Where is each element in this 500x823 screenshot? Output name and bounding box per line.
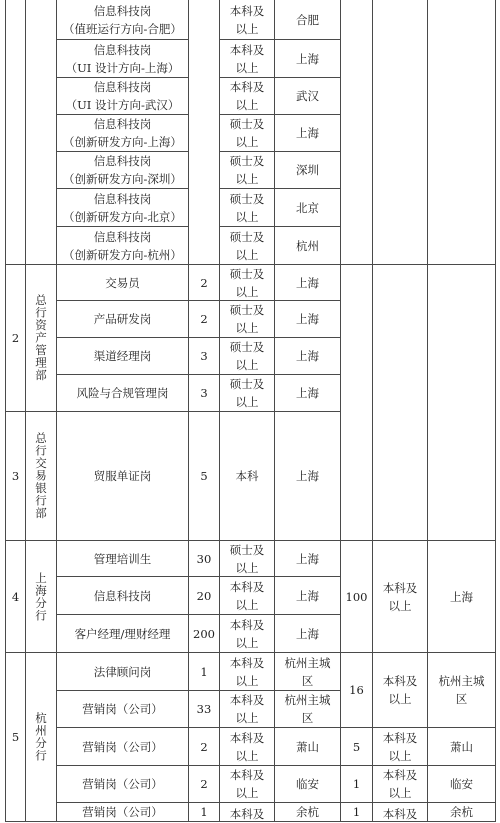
position-cell-text: 信息科技岗 xyxy=(93,588,152,603)
position-cell-text: 渠道经理岗 xyxy=(93,349,152,363)
position-cell-text: 管理培训生 xyxy=(93,551,152,566)
total-education-cell-text: 本科及 以上 xyxy=(382,730,418,763)
location-cell-text: 临安 xyxy=(296,777,319,791)
location-cell xyxy=(274,411,340,540)
location-cell-text: 萧山 xyxy=(296,739,319,754)
total-education-cell xyxy=(372,540,427,652)
position-cell xyxy=(56,727,188,765)
count-cell-text: 2 xyxy=(200,275,208,290)
education-cell xyxy=(219,151,274,188)
location-cell xyxy=(274,765,340,802)
total-location-cell-text: 余杭 xyxy=(450,805,473,819)
count-cell-text: 200 xyxy=(193,626,215,641)
position-cell-text: 交易员 xyxy=(105,275,140,290)
education-cell xyxy=(219,614,274,652)
education-cell xyxy=(219,39,274,77)
education-cell-text: 本科及 以上 xyxy=(229,730,265,763)
location-cell-text: 杭州主城 区 xyxy=(284,693,331,725)
count-cell xyxy=(188,411,219,540)
location-cell xyxy=(274,226,340,264)
position-cell xyxy=(56,264,188,300)
location-cell xyxy=(274,614,340,652)
location-cell xyxy=(274,576,340,614)
total-location-cell-text: 杭州主城 区 xyxy=(438,674,485,706)
department-no-cell xyxy=(5,411,25,540)
total-education-cell xyxy=(372,802,427,822)
education-cell-text: 硕士及 以上 xyxy=(229,154,265,186)
position-cell-text: 营销岗（公司） xyxy=(82,777,163,791)
education-cell-text: 硕士及 以上 xyxy=(229,266,265,299)
position-cell-text: 贸服单证岗 xyxy=(93,469,152,483)
count-cell-text: 30 xyxy=(196,551,212,566)
count-cell xyxy=(188,765,219,802)
position-cell xyxy=(56,614,188,652)
department-name-cell-text: 上海分行 xyxy=(34,571,48,622)
location-cell xyxy=(274,0,340,39)
location-cell-text: 上海 xyxy=(296,626,319,641)
location-cell xyxy=(274,540,340,576)
position-cell-text: 法律顾问岗 xyxy=(93,664,152,679)
total-count-cell-text: 5 xyxy=(352,739,361,754)
education-cell xyxy=(219,0,274,39)
education-cell xyxy=(219,576,274,614)
education-cell xyxy=(219,337,274,374)
location-cell-text: 上海 xyxy=(296,312,319,326)
position-cell-text: 信息科技岗 （创新研发方向-杭州） xyxy=(63,229,182,262)
total-location-cell xyxy=(427,652,496,727)
education-cell xyxy=(219,540,274,576)
education-cell xyxy=(219,264,274,300)
department-no-cell-text: 2 xyxy=(11,331,20,345)
education-cell xyxy=(219,114,274,151)
position-cell-text: 风险与合规管理岗 xyxy=(76,386,169,400)
count-cell xyxy=(188,540,219,576)
count-cell xyxy=(188,300,219,337)
education-cell-text: 本科及 xyxy=(229,807,265,821)
total-location-cell-text: 临安 xyxy=(450,777,473,791)
count-cell xyxy=(188,802,219,822)
count-cell-text: 20 xyxy=(196,588,212,603)
position-cell xyxy=(56,151,188,188)
location-cell-text: 上海 xyxy=(296,469,319,483)
education-cell-text: 本科及 以上 xyxy=(229,42,265,75)
department-name-cell xyxy=(25,411,56,540)
location-cell-text: 上海 xyxy=(296,386,319,400)
position-cell xyxy=(56,690,188,727)
total-education-cell xyxy=(372,652,427,727)
education-cell-text: 硕士及 以上 xyxy=(229,377,265,409)
total-location-cell xyxy=(427,264,496,540)
education-cell-text: 硕士及 以上 xyxy=(229,303,265,335)
total-count-cell xyxy=(340,727,372,765)
department-name-cell-text: 总行交易银行部 xyxy=(34,432,48,520)
count-cell xyxy=(188,337,219,374)
education-cell xyxy=(219,802,274,822)
total-location-cell-text: 上海 xyxy=(450,589,473,604)
position-cell xyxy=(56,765,188,802)
position-cell-text: 信息科技岗 （创新研发方向-北京） xyxy=(63,191,182,224)
total-location-cell xyxy=(427,727,496,765)
total-location-cell xyxy=(427,802,496,822)
total-count-cell xyxy=(340,264,372,540)
total-education-cell xyxy=(372,727,427,765)
department-name-cell-text: 杭州分行 xyxy=(34,712,48,762)
location-cell xyxy=(274,337,340,374)
education-cell xyxy=(219,226,274,264)
count-cell xyxy=(188,374,219,411)
position-cell-text: 信息科技岗 （UI 设计方向-武汉） xyxy=(65,80,180,112)
count-cell-text: 33 xyxy=(196,702,212,716)
total-education-cell-text: 本科及 以上 xyxy=(382,674,418,706)
position-cell xyxy=(56,337,188,374)
position-cell xyxy=(56,540,188,576)
education-cell-text: 本科 xyxy=(235,469,259,483)
total-count-cell xyxy=(340,540,372,652)
position-cell-text: 信息科技岗 （UI 设计方向-上海） xyxy=(65,42,180,75)
education-cell xyxy=(219,188,274,226)
count-cell xyxy=(188,264,219,300)
total-count-cell xyxy=(340,652,372,727)
position-cell-text: 信息科技岗 （创新研发方向-上海） xyxy=(63,117,182,149)
location-cell xyxy=(274,802,340,822)
location-cell xyxy=(274,652,340,690)
position-cell xyxy=(56,802,188,822)
location-cell xyxy=(274,114,340,151)
education-cell-text: 硕士及 以上 xyxy=(229,117,265,149)
total-education-cell-text: 本科及 以上 xyxy=(382,580,418,613)
total-count-cell-text: 1 xyxy=(352,777,361,791)
education-cell-text: 硕士及 以上 xyxy=(229,542,265,575)
location-cell-text: 深圳 xyxy=(296,163,319,177)
position-cell-text: 营销岗（公司） xyxy=(82,805,163,819)
total-location-cell xyxy=(427,765,496,802)
location-cell xyxy=(274,188,340,226)
location-cell xyxy=(274,151,340,188)
education-cell xyxy=(219,411,274,540)
location-cell-text: 上海 xyxy=(296,588,319,603)
total-education-cell-text: 本科及 以上 xyxy=(382,768,418,800)
count-cell-text: 3 xyxy=(200,386,208,400)
position-cell xyxy=(56,652,188,690)
education-cell xyxy=(219,374,274,411)
education-cell-text: 本科及 以上 xyxy=(229,655,265,688)
position-cell-text: 营销岗（公司） xyxy=(82,739,163,754)
department-name-cell xyxy=(25,540,56,652)
count-cell-text: 3 xyxy=(200,349,208,363)
location-cell xyxy=(274,300,340,337)
position-cell-text: 客户经理/理财经理 xyxy=(74,626,171,641)
position-cell-text: 信息科技岗 （创新研发方向-深圳） xyxy=(63,154,182,186)
location-cell-text: 上海 xyxy=(296,275,319,290)
position-cell xyxy=(56,188,188,226)
location-cell-text: 上海 xyxy=(296,551,319,566)
location-cell-text: 上海 xyxy=(296,126,319,140)
education-cell-text: 本科及 以上 xyxy=(229,617,265,650)
education-cell-text: 硕士及 以上 xyxy=(229,229,265,262)
department-name-cell-text: 总行资产管理部 xyxy=(34,294,48,382)
location-cell-text: 余杭 xyxy=(296,805,319,819)
position-cell xyxy=(56,576,188,614)
location-cell xyxy=(274,374,340,411)
position-cell-text: 营销岗（公司） xyxy=(82,702,163,716)
education-cell-text: 本科及 以上 xyxy=(229,80,265,112)
total-education-cell xyxy=(372,264,427,540)
education-cell-text: 本科及 以上 xyxy=(229,3,265,36)
education-cell xyxy=(219,300,274,337)
total-location-cell-text: 萧山 xyxy=(450,739,473,754)
total-count-cell-text: 16 xyxy=(349,683,364,697)
department-name-cell xyxy=(25,264,56,411)
count-cell xyxy=(188,727,219,765)
department-no-cell xyxy=(5,264,25,411)
count-cell-text: 1 xyxy=(200,664,208,679)
position-cell xyxy=(56,374,188,411)
location-cell xyxy=(274,690,340,727)
count-cell xyxy=(188,614,219,652)
location-cell xyxy=(274,264,340,300)
department-no-cell-text: 4 xyxy=(11,589,20,604)
location-cell-text: 上海 xyxy=(296,51,319,66)
count-cell-text: 2 xyxy=(200,312,208,326)
total-education-cell-text: 本科及 xyxy=(382,807,418,821)
position-cell xyxy=(56,226,188,264)
position-cell xyxy=(56,114,188,151)
education-cell xyxy=(219,765,274,802)
department-no-cell-text: 5 xyxy=(11,730,20,744)
department-no-cell xyxy=(5,540,25,652)
total-count-cell-text: 1 xyxy=(352,805,361,819)
total-count-cell xyxy=(340,765,372,802)
location-cell xyxy=(274,39,340,77)
total-count-cell-text: 100 xyxy=(345,589,368,604)
location-cell-text: 合肥 xyxy=(296,12,319,27)
position-cell xyxy=(56,77,188,114)
education-cell-text: 本科及 以上 xyxy=(229,579,265,612)
location-cell-text: 上海 xyxy=(296,349,319,363)
count-cell-text: 1 xyxy=(200,805,208,819)
count-cell-text: 5 xyxy=(200,469,208,483)
location-cell-text: 杭州主城 区 xyxy=(284,655,331,688)
total-count-cell xyxy=(340,802,372,822)
total-education-cell xyxy=(372,765,427,802)
education-cell xyxy=(219,652,274,690)
location-cell xyxy=(274,77,340,114)
position-cell-text: 信息科技岗 （值班运行方向-合肥） xyxy=(63,3,182,36)
education-cell-text: 本科及 以上 xyxy=(229,768,265,800)
position-cell-text: 产品研发岗 xyxy=(93,312,152,326)
education-cell xyxy=(219,77,274,114)
location-cell xyxy=(274,727,340,765)
location-cell-text: 杭州 xyxy=(296,238,319,253)
education-cell-text: 硕士及 以上 xyxy=(229,191,265,224)
position-cell xyxy=(56,0,188,39)
location-cell-text: 北京 xyxy=(296,200,319,215)
count-cell-text: 2 xyxy=(200,739,208,754)
education-cell xyxy=(219,727,274,765)
location-cell-text: 武汉 xyxy=(296,89,319,103)
count-cell xyxy=(188,690,219,727)
education-cell xyxy=(219,690,274,727)
position-cell xyxy=(56,39,188,77)
count-cell-text: 2 xyxy=(200,777,208,791)
position-cell xyxy=(56,300,188,337)
education-cell-text: 本科及 以上 xyxy=(229,693,265,725)
department-no-cell xyxy=(5,652,25,822)
count-cell xyxy=(188,652,219,690)
total-location-cell xyxy=(427,540,496,652)
department-no-cell-text: 3 xyxy=(11,469,20,483)
count-cell xyxy=(188,576,219,614)
department-name-cell xyxy=(25,652,56,822)
education-cell-text: 硕士及 以上 xyxy=(229,340,265,372)
position-cell xyxy=(56,411,188,540)
